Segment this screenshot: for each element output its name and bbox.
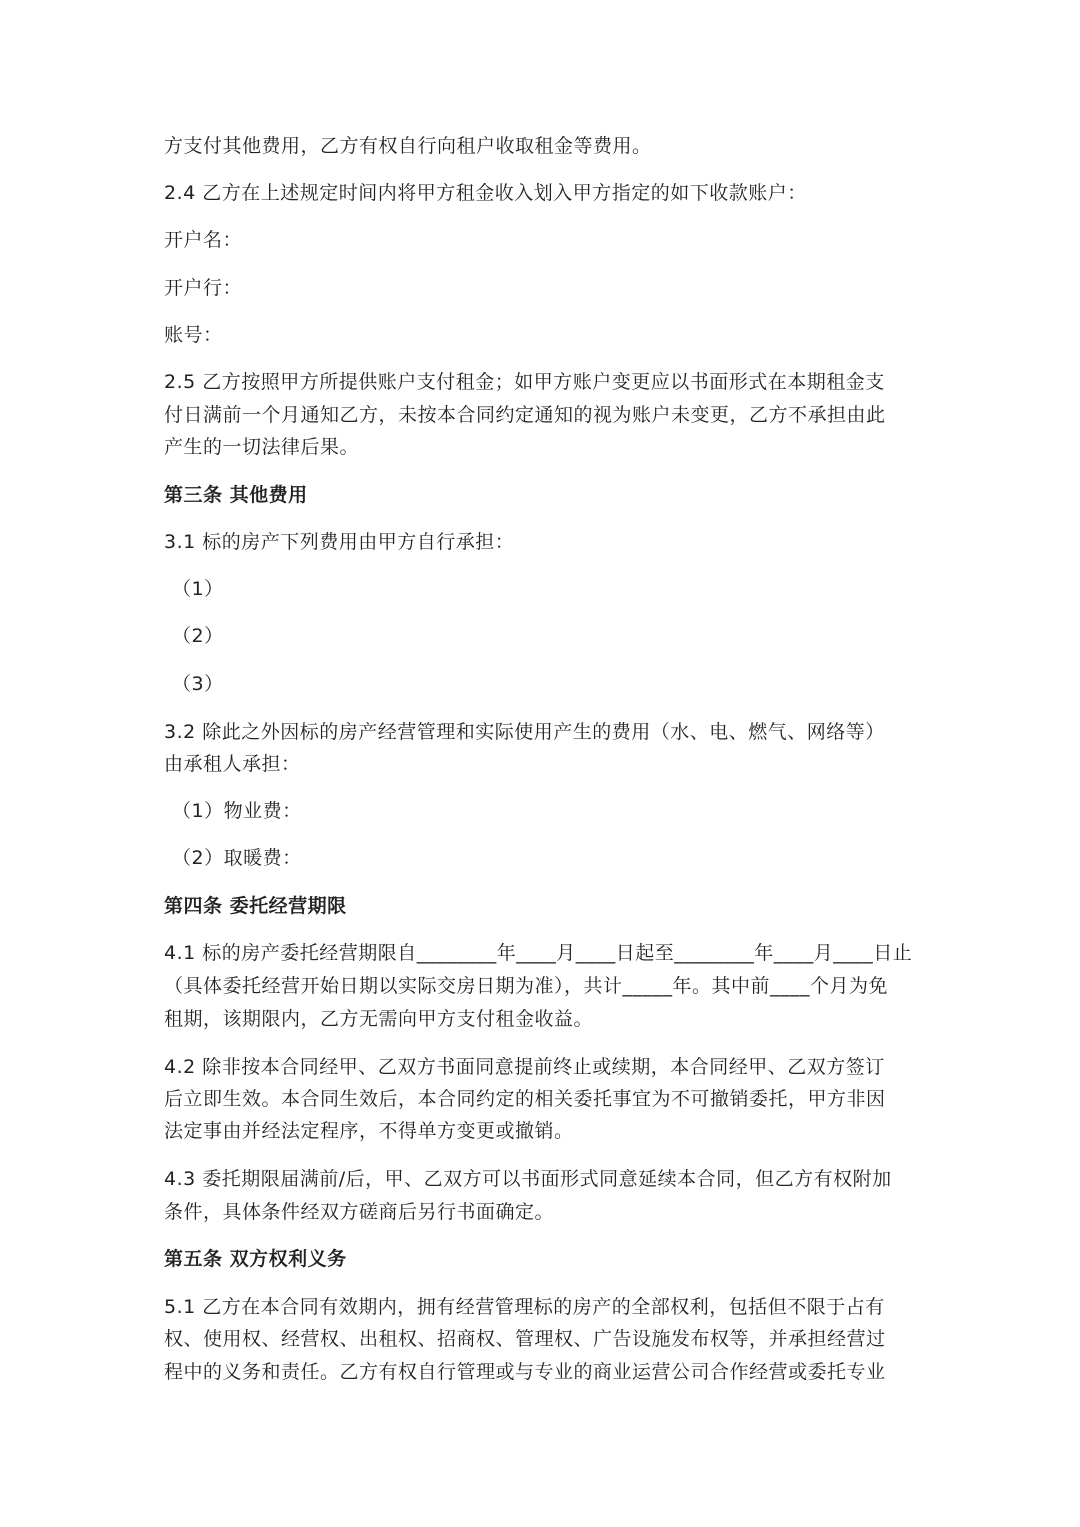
paragraph-line: 由承租人承担： (164, 753, 301, 775)
section-heading-5: 第五条 双方权利义务 (164, 1248, 347, 1270)
paragraph-line: 租期，该期限内，乙方无需向甲方支付租金收益。 (164, 1008, 594, 1030)
clause-5-1: 5.1 乙方在本合同有效期内，拥有经营管理标的房产的全部权利，包括但不限于占有 (164, 1296, 885, 1318)
clause-2-4: 2.4 乙方在上述规定时间内将甲方租金收入划入甲方指定的如下收款账户： (164, 182, 807, 204)
clause-3-1: 3.1 标的房产下列费用由甲方自行承担： (164, 531, 515, 553)
paragraph-line: 法定事由并经法定程序，不得单方变更或撤销。 (164, 1120, 574, 1142)
list-item: （2）取暖费： (172, 847, 302, 869)
section-heading-4: 第四条 委托经营期限 (164, 895, 347, 917)
account-name-label: 开户名： (164, 229, 243, 251)
clause-4-1: 4.1 标的房产委托经营期限自________年____月____日起至________年____月____日止 (164, 942, 913, 964)
account-number-label: 账号： (164, 324, 223, 346)
list-item: （3） (172, 673, 224, 695)
paragraph-line: 权、使用权、经营权、出租权、招商权、管理权、广告设施发布权等，并承担经营过 (164, 1328, 886, 1350)
list-item: （1）物业费： (172, 800, 302, 822)
paragraph-line: 付日满前一个月通知乙方，未按本合同约定通知的视为账户未变更，乙方不承担由此 (164, 404, 886, 426)
clause-2-5: 2.5 乙方按照甲方所提供账户支付租金；如甲方账户变更应以书面形式在本期租金支 (164, 371, 885, 393)
paragraph-line: （具体委托经营开始日期以实际交房日期为准），共计_____年。其中前____个月为免 (164, 975, 889, 997)
bank-name-label: 开户行： (164, 277, 243, 299)
paragraph-line: 条件，具体条件经双方磋商后另行书面确定。 (164, 1201, 555, 1223)
list-item: （2） (172, 625, 224, 647)
list-item: （1） (172, 578, 224, 600)
clause-4-3: 4.3 委托期限届满前/后，甲、乙双方可以书面形式同意延续本合同，但乙方有权附加 (164, 1168, 892, 1190)
paragraph-line: 方支付其他费用，乙方有权自行向租户收取租金等费用。 (164, 135, 652, 157)
paragraph-line: 程中的义务和责任。乙方有权自行管理或与专业的商业运营公司合作经营或委托专业 (164, 1361, 886, 1383)
paragraph-line: 产生的一切法律后果。 (164, 436, 360, 458)
clause-3-2: 3.2 除此之外因标的房产经营管理和实际使用产生的费用（水、电、燃气、网络等） (164, 721, 885, 743)
paragraph-line: 后立即生效。本合同生效后，本合同约定的相关委托事宜为不可撤销委托，甲方非因 (164, 1088, 886, 1110)
clause-4-2: 4.2 除非按本合同经甲、乙双方书面同意提前终止或续期，本合同经甲、乙双方签订 (164, 1056, 885, 1078)
section-heading-3: 第三条 其他费用 (164, 484, 308, 506)
